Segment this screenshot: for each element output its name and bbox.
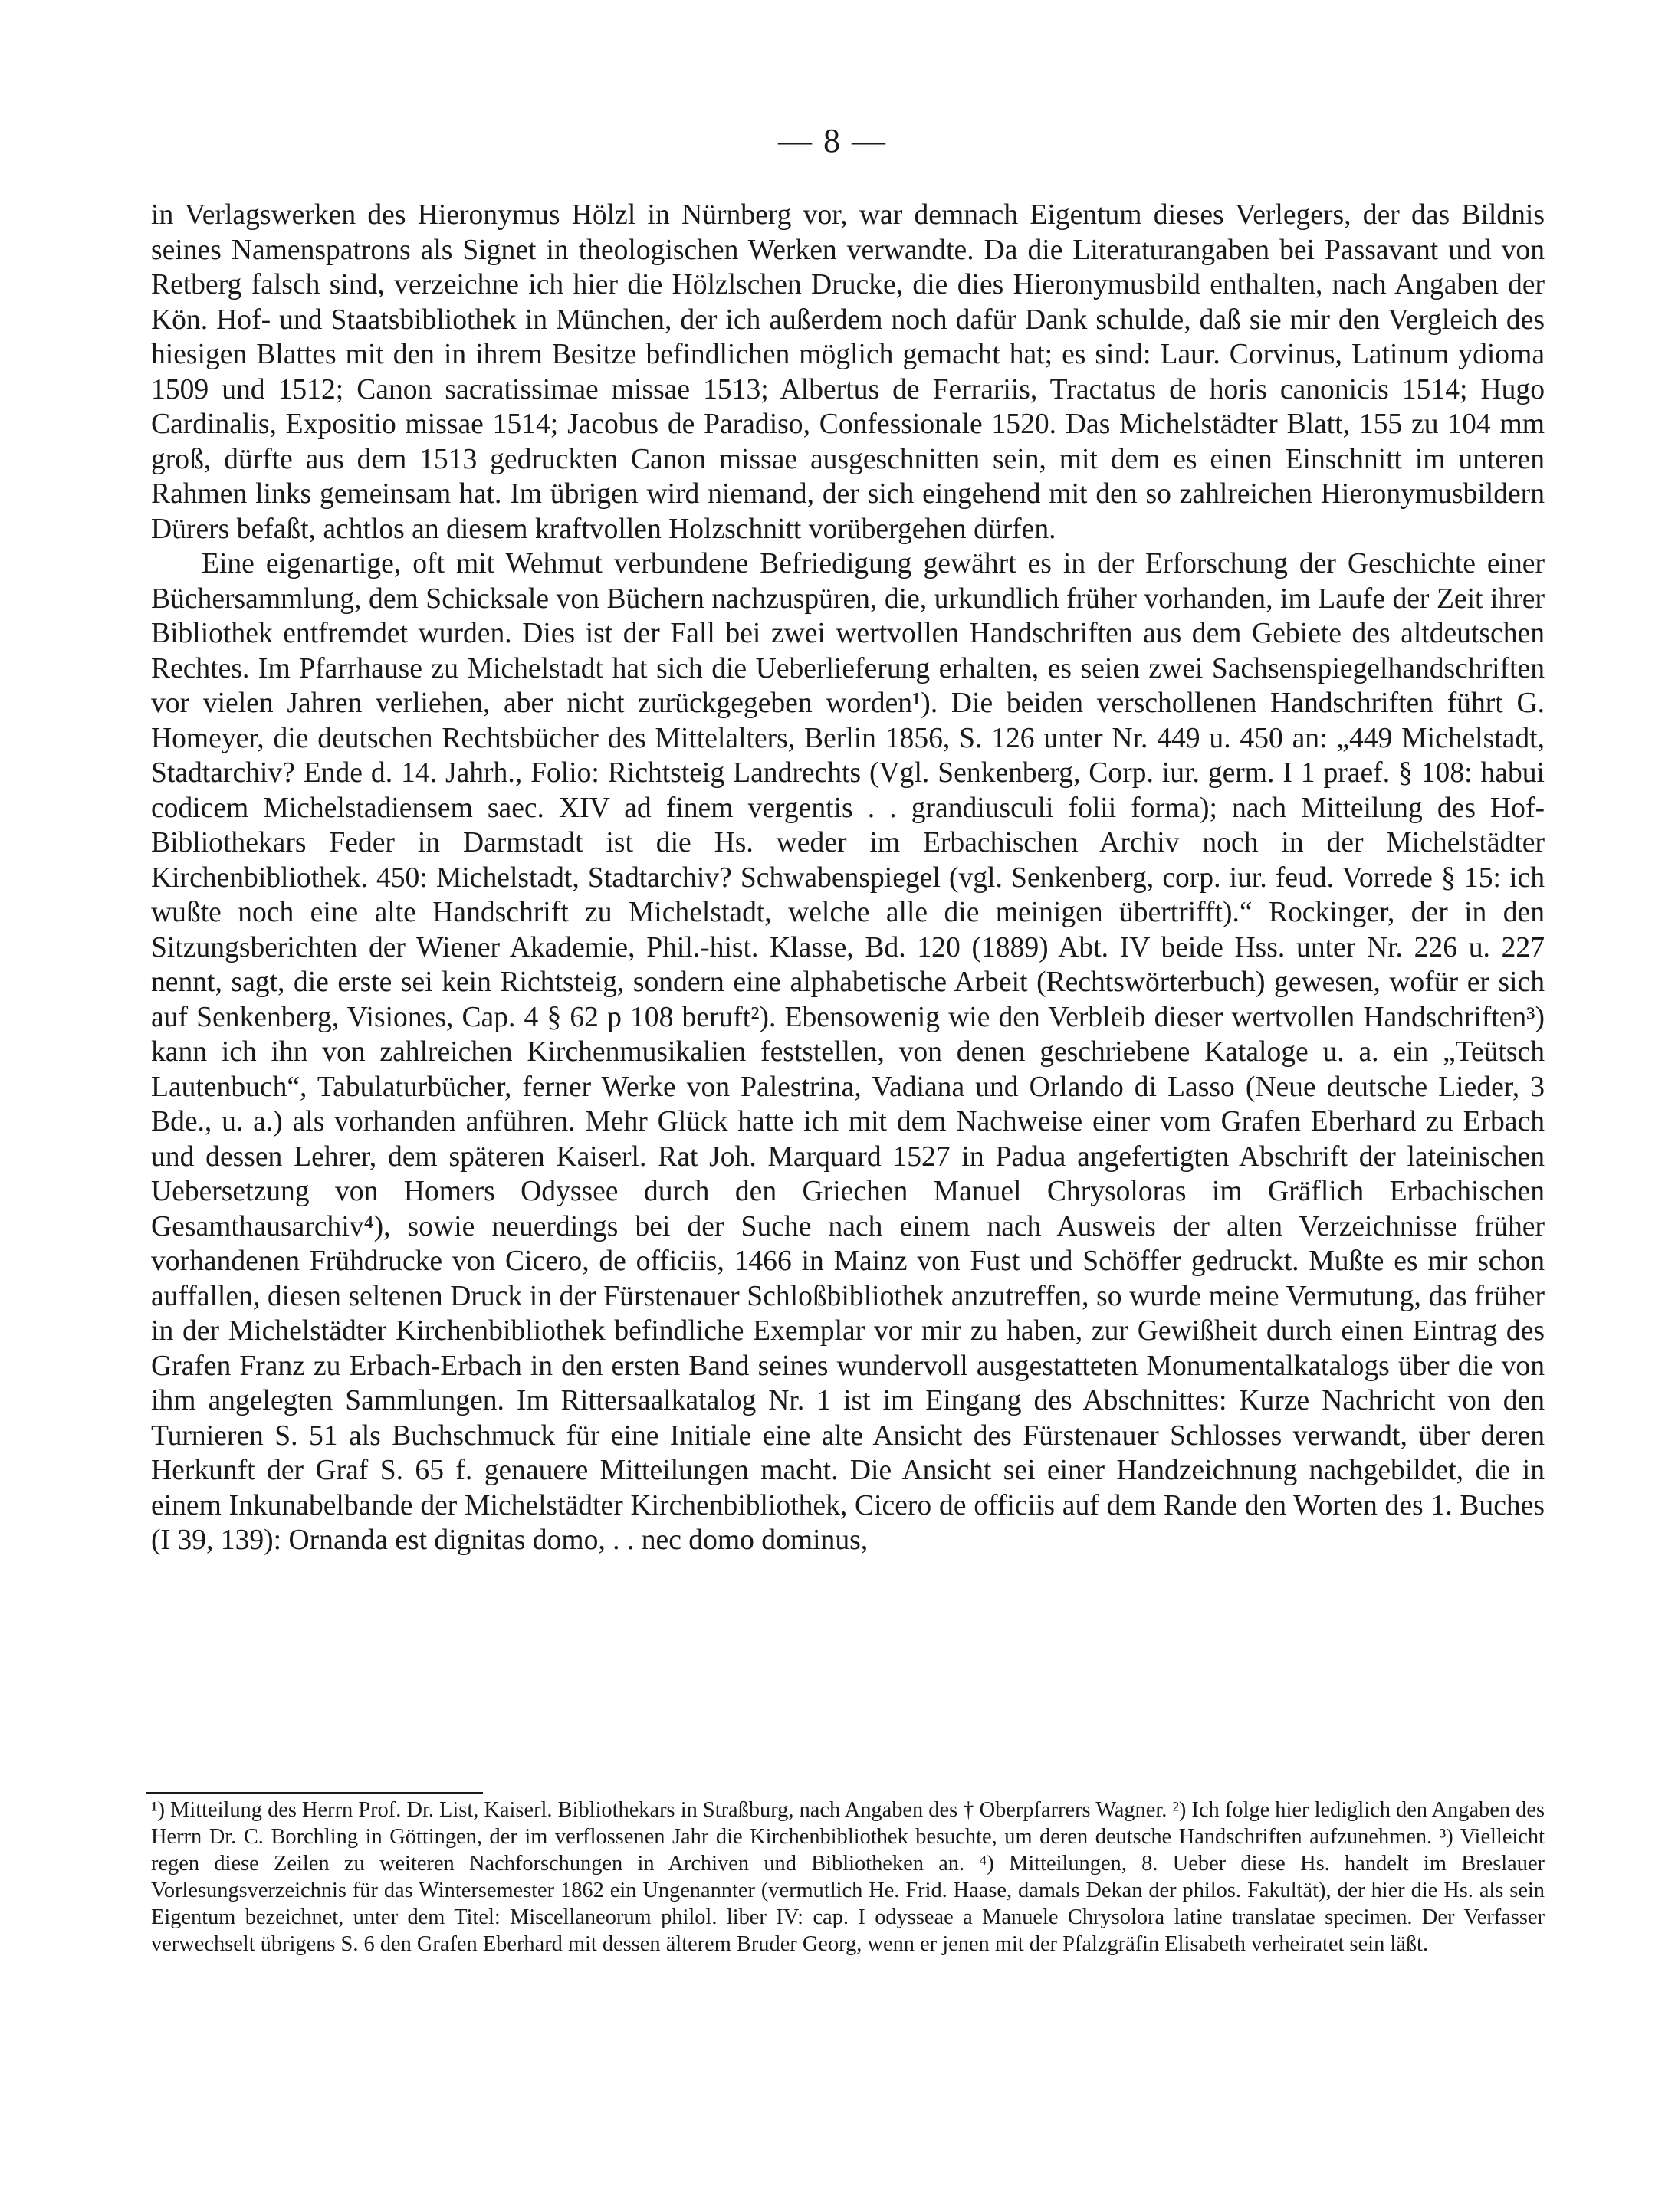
- paragraph-1: in Verlagswerken des Hieronymus Hölzl in Nürnberg vor, war demnach Eigentum dieses Verlegers, der das Bildnis seines Namenspatrons als Signet in theologischen Werken verwandte. Da die Literaturangaben bei Passavant und von Retberg falsch sind, verzeichne ich hier die Hölzlschen Drucke, die dies Hieronymusbild enthalten, nach Angaben der Kön. Hof- und Staatsbibliothek in München, der ich außerdem noch dafür Dank schulde, daß sie mir den Vergleich des hiesigen Blattes mit den in ihrem Besitze befindlichen möglich gemacht hat; es sind: Laur. Corvinus, Latinum ydioma 1509 und 1512; Canon sacratissimae missae 1513; Albertus de Ferrariis, Tractatus de horis canonicis 1514; Hugo Cardinalis, Expositio missae 1514; Jacobus de Paradiso, Confessionale 1520. Das Michelstädter Blatt, 155 zu 104 mm groß, dürfte aus dem 1513 gedruckten Canon missae ausgeschnitten sein, mit dem es einen Einschnitt im unteren Rahmen links gemeinsam hat. Im übrigen wird niemand, der sich eingehend mit den so zahlreichen Hieronymusbildern Dürers befaßt, achtlos an diesem kraftvollen Holzschnitt vorübergehen dürfen.: [151, 199, 1545, 545]
- footnotes: [151, 1797, 1545, 1958]
- body-text: [151, 198, 1545, 1558]
- footnotes-text: ¹) Mitteilung des Herrn Prof. Dr. List, Kaiserl. Bibliothekars in Straßburg, nach Angaben des † Oberpfarrers Wagner. ²) Ich folge hier lediglich den Angaben des Herrn Dr. C. Borchling in Göttingen, der im verflossenen Jahr die Kirchenbibliothek besuchte, um deren deutsche Handschriften aufzunehmen. ³) Vielleicht regen diese Zeilen zu weiteren Nachforschungen in Archiven und Bibliotheken an. ⁴) Mitteilungen, 8. Ueber diese Hs. handelt im Breslauer Vorlesungsverzeichnis für das Wintersemester 1862 ein Ungenannter (vermutlich He. Frid. Haase, damals Dekan der philos. Fakultät), der hier die Hs. als sein Eigentum bezeichnet, unter dem Titel: Miscellaneorum philol. liber IV: cap. I odysseae a Manuele Chrysolora latine translatae specimen. Der Verfasser verwechselt übrigens S. 6 den Grafen Eberhard mit dessen älterem Bruder Georg, wenn er jenen mit der Pfalzgräfin Elisabeth verheiratet sein läßt.: [151, 1798, 1545, 1956]
- page-number: — 8 —: [778, 122, 887, 159]
- paragraph-2: Eine eigenartige, oft mit Wehmut verbundene Befriedigung gewährt es in der Erforschung der Geschichte einer Büchersammlung, dem Schicksale von Büchern nachzuspüren, die, urkundlich früher vorhanden, im Laufe der Zeit ihrer Bibliothek entfremdet wurden. Dies ist der Fall bei zwei wertvollen Handschriften aus dem Gebiete des altdeutschen Rechtes. Im Pfarrhause zu Michelstadt hat sich die Ueberlieferung erhalten, es seien zwei Sachsenspiegelhandschriften vor vielen Jahren verliehen, aber nicht zurückgegeben worden¹). Die beiden verschollenen Handschriften führt G. Homeyer, die deutschen Rechtsbücher des Mittelalters, Berlin 1856, S. 126 unter Nr. 449 u. 450 an: „449 Michelstadt, Stadtarchiv? Ende d. 14. Jahrh., Folio: Richtsteig Landrechts (Vgl. Senkenberg, Corp. iur. germ. I 1 praef. § 108: habui codicem Michelstadiensem saec. XIV ad finem vergentis . . grandiusculi folii forma); nach Mitteilung des Hof-Bibliothekars Feder in Darmstadt ist die Hs. weder im Erbachischen Archiv noch in der Michelstädter Kirchenbibliothek. 450: Michelstadt, Stadtarchiv? Schwabenspiegel (vgl. Senkenberg, corp. iur. feud. Vorrede § 15: ich wußte noch eine alte Handschrift zu Michelstadt, welche alle die meinigen übertrifft).“ Rockinger, der in den Sitzungsberichten der Wiener Akademie, Phil.-hist. Klasse, Bd. 120 (1889) Abt. IV beide Hss. unter Nr. 226 u. 227 nennt, sagt, die erste sei kein Richtsteig, sondern eine alphabetische Arbeit (Rechtswörterbuch) gewesen, wofür er sich auf Senkenberg, Visiones, Cap. 4 § 62 p 108 beruft²). Ebensowenig wie den Verbleib dieser wertvollen Handschriften³) kann ich ihn von zahlreichen Kirchenmusikalien feststellen, von denen geschriebene Kataloge u. a. ein „Teütsch Lautenbuch“, Tabulaturbücher, ferner Werke von Palestrina, Vadiana und Orlando di Lasso (Neue deutsche Lieder, 3 Bde., u. a.) als vorhanden anführen. Mehr Glück hatte ich mit dem Nachweise einer vom Grafen Eberhard zu Erbach und dessen Lehrer, dem späteren Kaiserl. Rat Joh. Marquard 1527 in Padua angefertigten Abschrift der lateinischen Uebersetzung von Homers Odyssee durch den Griechen Manuel Chrysoloras im Gräflich Erbachischen Gesamthausarchiv⁴), sowie neuerdings bei der Suche nach einem nach Ausweis der alten Verzeichnisse früher vorhandenen Frühdrucke von Cicero, de officiis, 1466 in Mainz von Fust und Schöffer gedruckt. Mußte es mir schon auffallen, diesen seltenen Druck in der Fürstenauer Schloßbibliothek anzutreffen, so wurde meine Vermutung, das früher in der Michelstädter Kirchenbibliothek befindliche Exemplar vor mir zu haben, zur Gewißheit durch einen Eintrag des Grafen Franz zu Erbach-Erbach in den ersten Band seines wundervoll ausgestatteten Monumentalkatalogs über die von ihm angelegten Sammlungen. Im Rittersaalkatalog Nr. 1 ist im Eingang des Abschnittes: Kurze Nachricht von den Turnieren S. 51 als Buchschmuck für eine Initiale eine alte Ansicht des Fürstenauer Schlosses verwandt, über deren Herkunft der Graf S. 65 f. genauere Mitteilungen macht. Die Ansicht sei einer Handzeichnung nachgebildet, die in einem Inkunabelbande der Michelstädter Kirchenbibliothek, Cicero de officiis auf dem Rande den Worten des 1. Buches (I 39, 139): Ornanda est dignitas domo, . . nec domo dominus,: [151, 548, 1545, 1556]
- footnote-divider: [146, 1792, 483, 1794]
